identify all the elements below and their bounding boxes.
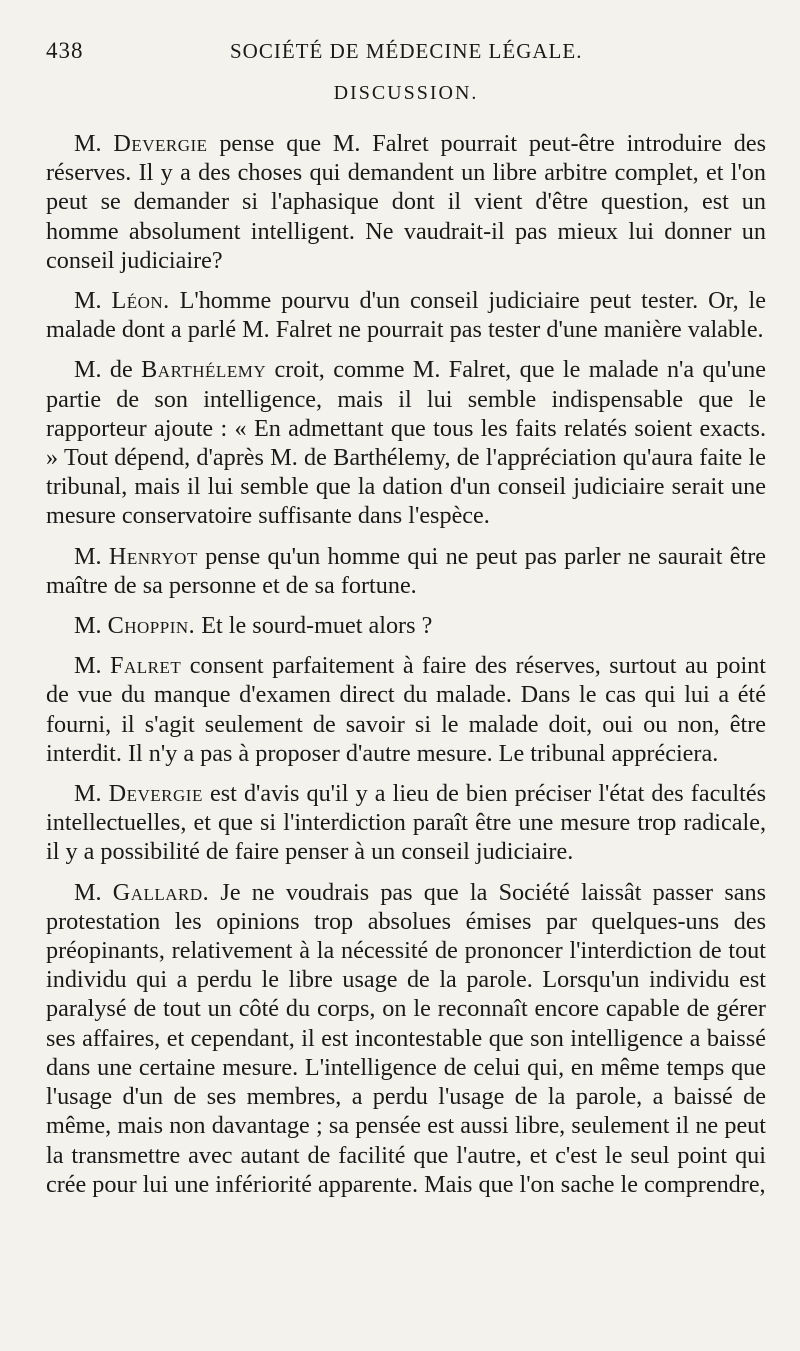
speaker-name: Choppin. xyxy=(107,612,196,640)
paragraph xyxy=(46,611,766,640)
speaker-name: Léon. xyxy=(111,287,170,315)
running-title: SOCIÉTÉ DE MÉDECINE LÉGALE. xyxy=(230,39,583,63)
paragraph-text: pense qu'un homme qui ne peut pas parler ne saurait être maître de sa personne et de sa fortune. xyxy=(46,542,766,599)
speaker-prefix: M. de xyxy=(74,356,142,384)
speaker-name: Barthélemy xyxy=(141,356,267,384)
speaker-name: Henryot xyxy=(108,542,198,570)
speaker-name: Devergie xyxy=(113,130,208,157)
speaker-name: Falret xyxy=(110,652,182,680)
paragraph-text: croit, comme M. Falret, que le malade n'a qu'une partie de son intelligence, mais il lui semble indispensable que le rapporteur ajoute : « En admettant que tous les faits relatés soient exacts. » Tout dépend, d'après M. de Barthélemy, de l'appréciation qu'aura faite le tribunal, mais il lui semble que la dation d'un conseil judiciaire serait une mesure conservatoire suffisante dans l'espèce. xyxy=(46,356,766,530)
speaker-prefix: M. xyxy=(74,542,109,570)
speaker-prefix: M. xyxy=(74,652,111,680)
speaker-prefix: M. xyxy=(74,287,112,315)
paragraph xyxy=(46,542,766,600)
paragraph-text: L'homme pourvu d'un conseil judiciaire peut tester. Or, le malade dont a parlé M. Falret ne pourrait pas tester d'une manière valable. xyxy=(46,287,766,344)
paragraph xyxy=(46,286,766,344)
paragraph xyxy=(46,878,766,1199)
paragraph-text: pense que M. Falret pourrait peut-être introduire des réserves. Il y a des choses qui demandent un libre arbitre complet, et l'on peut se demander si l'aphasique dont il vient d'être question, est un homme absolument intelligent. Ne vaudrait-il pas mieux lui donner un conseil judiciaire? xyxy=(46,130,766,274)
speaker-prefix: M. xyxy=(74,780,109,808)
speaker-prefix: M. xyxy=(74,878,113,906)
paragraph xyxy=(46,355,766,530)
discussion-body xyxy=(46,129,766,1199)
paragraph xyxy=(46,651,766,768)
speaker-prefix: M. xyxy=(74,130,114,157)
paragraph-text: Je ne voudrais pas que la Société laissât passer sans protestation les opinions trop absolues émises par quelques-uns des préopinants, relativement à la nécessité de prononcer l'interdiction de tout individu qui a perdu le libre usage de la parole. Lorsqu'un individu est paralysé de tout un côté du corps, on le reconnaît encore capable de gérer ses affaires, et cependant, il est incontestable que son intelligence a baissé dans une certaine mesure. L'intelligence de celui qui, en même temps que l'usage d'un de ses membres, a perdu l'usage de la parole, a baissé de même, mais non davantage ; sa pensée est aussi libre, seulement il ne peut la transmettre avec autant de facilité que l'autre, et c'est le seul point qui crée pour lui une infériorité apparente. Mais que l'on sache le comprendre, xyxy=(46,878,766,1198)
page-header xyxy=(46,38,766,64)
paragraph-text: est d'avis qu'il y a lieu de bien préciser l'état des facultés intellectuelles, et que si l'interdiction paraît être une mesure trop radicale, il y a possibilité de faire penser à un conseil judiciaire. xyxy=(46,780,766,866)
speaker-prefix: M. xyxy=(74,612,108,640)
paragraph-text: Et le sourd-muet alors ? xyxy=(195,612,433,640)
section-title: DISCUSSION. xyxy=(333,82,479,104)
page-number: 438 xyxy=(46,38,84,63)
paragraph-text: consent parfaitement à faire des réserves, surtout au point de vue du manque d'examen direct du malade. Dans le cas qui lui a été fourni, il s'agit seulement de savoir si le malade doit, oui ou non, être interdit. Il n'y a pas à proposer d'autre mesure. Le tribunal appréciera. xyxy=(46,652,766,767)
paragraph xyxy=(46,129,766,275)
paragraph xyxy=(46,779,766,867)
speaker-name: Gallard. xyxy=(112,878,210,906)
speaker-name: Devergie xyxy=(108,780,203,808)
